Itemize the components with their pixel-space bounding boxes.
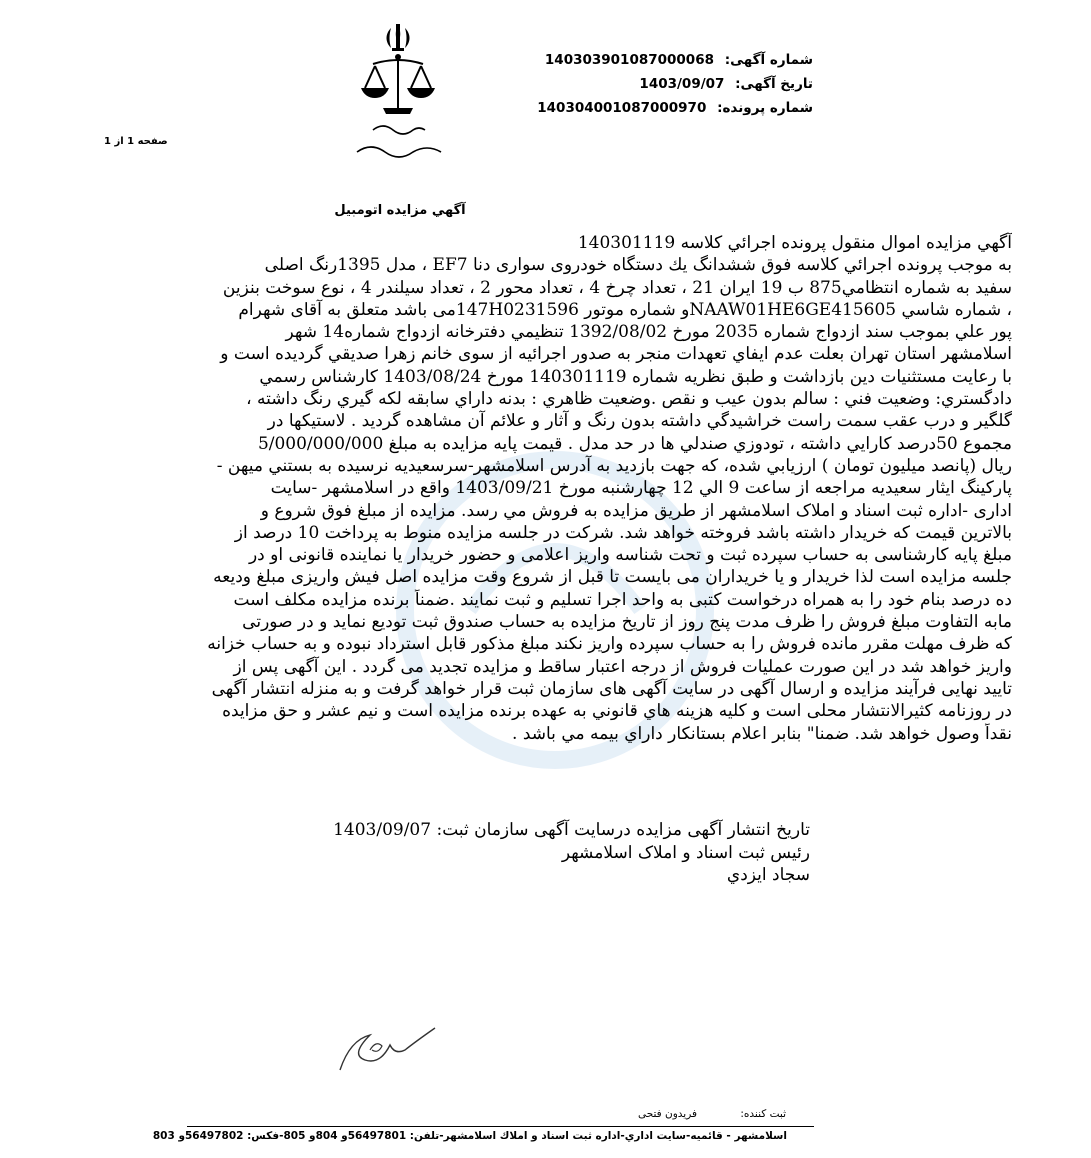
body-line: ده درصد بنام خود را به همراه درخواست كتبی به واحد اجرا تسليم و ثبت نمايند .ضمناً برنده مزايده مكلف است [233, 589, 1012, 610]
handwritten-signature [330, 1020, 450, 1080]
publication-date-line: تاريخ انتشار آگهی مزايده درسايت آگهی سازمان ثبت: 1403/09/07 [333, 820, 810, 840]
page-number: صفحه 1 از 1 [104, 136, 168, 147]
ad-date: 1403/09/07 [639, 76, 725, 92]
body-line: آگهي مزايده اموال منقول پرونده اجرائي کلاسه 140301119 [577, 233, 1012, 253]
body-line: گلگير و درب عقب سمت راست خراشيدگي داشته بدون رنگ و آثار و علائم آن مشاهده گرديد . لاستيكها در [267, 411, 1012, 432]
ad-date-label: تاريخ آگهی: [735, 76, 813, 92]
body-line: مابه التفاوت مبلغ فروش را ظرف مدت پنج روز از تاريخ مزايده به حساب صندوق ثبت توديع نمايد و در صورتی [242, 612, 1012, 633]
case-number: 140304001087000970 [537, 100, 707, 116]
registrar-label: ثبت كننده: [740, 1108, 786, 1120]
office-address: اسلامشهر - قائميه-سايت اداري-اداره ثبت اسناد و املاك اسلامشهر-تلفن: 56497801و 804و 805-فكس: 56497802و 803 [152, 1130, 787, 1142]
body-line: به موجب پرونده اجرائي كلاسه فوق ششدانگ يك دستگاه خودروی سواری دنا EF7 ، مدل 1395رنگ اصلی [264, 255, 1012, 276]
body-line: پور علي بموجب سند ازدواج شماره 2035 مورخ 1392/08/02 تنظيمي دفترخانه ازدواج شماره14 شهر [285, 322, 1012, 343]
body-line: بالاترين قيمت كه خريدار داشته باشد فروخته خواهد شد. شركت در جلسه مزايده منوط به پرداخت 10 درصد از [234, 522, 1012, 543]
document-title: آگهي مزايده اتومبيل [334, 203, 466, 218]
body-line: واريز خواهد شد در اين صورت عمليات فروش از درجه اعتبار ساقط و مزايده تجديد می گردد . اين آگهی پس از [233, 656, 1012, 677]
body-line: ريال (پانصد ميليون تومان ) ارزيابي شده، كه جهت بازديد به آدرس اسلامشهر-سرسعيديه نرسيده به بستني ميهن - [216, 455, 1012, 476]
publication-footer [100, 819, 810, 887]
body-line: جلسه مزايده است لذا خريدار و يا خريداران می بايست تا قبل از شروع وقت مزايده اصل فيش واريزی مبلغ وديعه [213, 567, 1012, 588]
body-line: پاركينگ ايثار سعيديه مراجعه از ساعت 9 الي 12 چهارشنبه مورخ 1403/09/21 واقع در اسلامشهر -سايت [270, 478, 1012, 499]
body-line: تاييد نهايی فرآيند مزايده و ارسال آگهی در سايت آگهی های سازمان ثبت قرار خواهد گرفت و به منزله انتشار آگهی [211, 678, 1012, 699]
ad-number: 140303901087000068 [544, 52, 714, 68]
body-line: نقداً وصول خواهد شد. ضمنا" بنابر اعلام بستانکار داراي بيمه مي باشد . [512, 723, 1012, 744]
body-line: سفيد به شماره انتظامي875 ب 19 ايران 21 ، تعداد چرخ 4 ، تعداد محور 2 ، تعداد سيلندر 4 ، نوع سوخت بنزين [222, 277, 1012, 298]
ad-header-info [537, 48, 813, 120]
body-line: دادگستري: وضعيت فني : سالم بدون عيب و نقص .وضعيت ظاهري : بدنه داراي سابقه لكه گيري رنگ داشته ، [246, 389, 1012, 410]
registrar-name: فريدون فتحی [637, 1108, 698, 1120]
body-line: در روزنامه كثيرالانتشار محلی است و كليه هزينه هاي قانوني به عهده برنده مزايده است و نيم عشر و حق مزايده [222, 701, 1012, 722]
ad-number-row [537, 48, 813, 72]
signatory-name: سجاد ايزدي [726, 865, 810, 885]
body-line: كه ظرف مهلت مقرر مانده فروش را به حساب سپرده واريز نكند مبلغ مذكور قابل استرداد نبوده و به حساب خزانه [207, 634, 1012, 655]
registrar-line [598, 1108, 786, 1120]
body-line: مبلغ پايه كارشناسی به حساب سپرده ثبت و تحت شناسه واريز اعلامی و حضور خريدار يا نماينده قانونی او در [248, 545, 1012, 566]
ad-number-label: شماره آگهی: [724, 52, 813, 68]
auction-notice-body [100, 232, 1012, 745]
body-line: با رعايت مستثنيات دين بازداشت و طبق نظريه شماره 140301119 مورخ 1403/08/24 کارشناس رسمي [259, 366, 1012, 387]
ad-date-row [537, 72, 813, 96]
registry-head-title: رئيس ثبت اسناد و املاک اسلامشهر [561, 842, 810, 863]
scales-of-justice-icon [343, 20, 453, 168]
body-line: اسلامشهر استان تهران بعلت عدم ايفاي تعهدات منجر به صدور اجرائيه از سوی خانم زهرا صديقي گرديده است و [220, 344, 1012, 365]
body-line: ، شماره شاسي NAAW01HE6GE415605و شماره موتور 147H0231596می باشد متعلق به آقای شهرام [238, 299, 1012, 320]
case-number-label: شماره پرونده: [717, 100, 813, 116]
body-line: اداری -اداره ثبت اسناد و املاک اسلامشهر از طريق مزايده به فروش مي رسد. مزايده از مبلغ فوق شروع و [260, 500, 1012, 521]
case-number-row [537, 96, 813, 120]
body-line: مجموع 50درصد كارايي داشته ، تودوزي صندلي ها در حد مدل . قيمت پايه مزايده به مبلغ 5/000/000/000 [257, 433, 1012, 454]
footer-divider [187, 1126, 814, 1127]
judiciary-emblem-logo [343, 20, 453, 168]
